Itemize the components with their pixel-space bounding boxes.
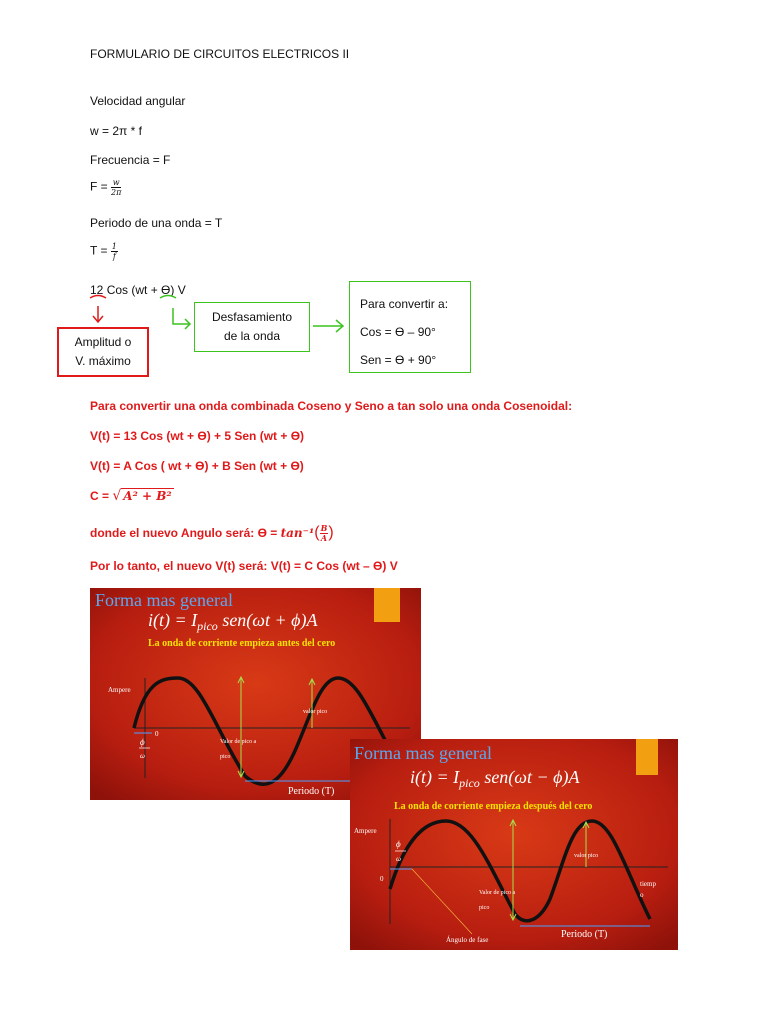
phase-shift-box — [194, 302, 310, 352]
convert-box-title: Para convertir a: — [360, 297, 449, 311]
slide2-p2p-label-2: pico — [479, 905, 490, 911]
slide1-heading: Forma mas general — [95, 590, 233, 610]
period-label: Periodo de una onda = T — [90, 216, 223, 230]
period-lhs: T = — [90, 243, 111, 258]
slide1-orange-tab — [374, 588, 400, 622]
wave-phase-symbol: ϴ — [161, 283, 171, 297]
slide1-period-label: Periodo (T) — [288, 786, 335, 797]
phase-box-line1: Desfasamiento — [211, 310, 293, 324]
slide1-omega-label: ω — [140, 752, 145, 760]
slide2-zero-label: 0 — [380, 875, 384, 883]
frequency-numerator: w — [112, 178, 120, 187]
frequency-lhs: F = — [90, 179, 112, 194]
slide2-period-label: Periodo (T) — [561, 929, 608, 940]
period-numerator: 1 — [111, 242, 117, 251]
wave-eq-end: ) V — [170, 283, 186, 297]
slide1-formula — [148, 610, 318, 633]
magnitude-lhs: C = — [90, 489, 113, 503]
amplitude-underline — [90, 296, 106, 299]
arctan-function: tan⁻¹ — [280, 526, 315, 540]
angle-lhs: donde el nuevo Angulo será: ϴ = — [90, 526, 281, 540]
page-title: FORMULARIO DE CIRCUITOS ELECTRICOS II — [90, 47, 350, 61]
slide1-p2p-label-1: Valor de pico a — [220, 739, 257, 745]
slide2-subtitle: La onda de corriente empieza después del cero — [394, 801, 593, 812]
slide2-formula — [410, 767, 580, 790]
frequency-denominator: 2π — [111, 188, 122, 197]
sqrt-symbol: √ — [112, 488, 122, 504]
slide2-time-label-1: tiemp — [640, 880, 656, 888]
magnitude-equation — [90, 488, 174, 504]
right-paren: ) — [328, 524, 334, 541]
slide2-peak-label: valor pico — [574, 853, 599, 859]
slide2-orange-tab — [636, 739, 658, 775]
slide2-time-label-2: o — [640, 891, 644, 899]
amplitude-box-line2: V. máximo — [75, 354, 131, 368]
slide2-formula-tail: sen(ωt − ϕ)A — [479, 767, 580, 787]
amplitude-box-line1: Amplitud o — [74, 335, 132, 349]
combine-heading: Para convertir una onda combinada Coseno y Seno a tan solo una onda Cosenoidal: — [90, 399, 573, 413]
slide1-phi-label: ϕ — [140, 737, 145, 747]
wave-amplitude-value: 12 — [90, 283, 104, 297]
frequency-label: Frecuencia = F — [90, 153, 171, 167]
slide2-ampere-label: Ampere — [354, 827, 377, 835]
slide1-ampere-label: Ampere — [108, 686, 131, 694]
angular-velocity-equation: w = 2π * f — [90, 124, 142, 138]
slide1-peak-label: valor pico — [303, 709, 328, 715]
slide1-subtitle: La onda de corriente empieza antes del cero — [148, 638, 336, 649]
slide2-formula-sub: pico — [459, 776, 480, 790]
slide2-phi-label: ϕ — [396, 839, 401, 849]
left-paren: ( — [314, 524, 320, 541]
slide1-formula-tail: sen(ωt + ϕ)A — [217, 610, 318, 630]
phase-underline — [160, 296, 176, 299]
angle-fraction — [320, 524, 329, 543]
convert-box-sen: Sen = ϴ + 90° — [360, 353, 437, 367]
slide2-phase-angle-label: Ángulo de fase — [446, 936, 489, 944]
combined-example-equation: V(t) = 13 Cos (wt + ϴ) + 5 Sen (wt + ϴ) — [90, 429, 305, 443]
angle-numerator: B — [320, 523, 328, 534]
angular-velocity-label: Velocidad angular — [90, 94, 186, 108]
slide2-p2p-label-1: Valor de pico a — [479, 890, 516, 896]
slide-lagging-wave — [350, 739, 678, 950]
slide2-heading: Forma mas general — [354, 743, 492, 763]
slide1-p2p-label-2: pico — [220, 754, 231, 760]
slide2-formula-main: i(t) = I — [410, 767, 460, 787]
slide1-formula-sub: pico — [197, 619, 218, 633]
convert-box — [349, 281, 471, 373]
wave-eq-middle: Cos (wt + — [103, 283, 162, 297]
slide1-formula-main: i(t) = I — [148, 610, 198, 630]
angle-denominator: A — [320, 533, 328, 544]
period-denominator: f — [112, 252, 116, 261]
slide2-omega-label: ω — [396, 855, 401, 863]
amplitude-box — [57, 327, 149, 377]
phase-box-line2: de la onda — [223, 329, 281, 343]
magnitude-radicand: A² + B² — [123, 489, 172, 503]
combined-general-equation: V(t) = A Cos ( wt + ϴ) + B Sen (wt + ϴ) — [90, 459, 304, 473]
convert-box-cos: Cos = ϴ – 90° — [360, 325, 436, 339]
angle-equation — [90, 524, 334, 543]
slide1-zero-label: 0 — [155, 730, 159, 738]
new-voltage-equation: Por lo tanto, el nuevo V(t) será: V(t) = C Cos (wt – ϴ) V — [90, 559, 398, 573]
